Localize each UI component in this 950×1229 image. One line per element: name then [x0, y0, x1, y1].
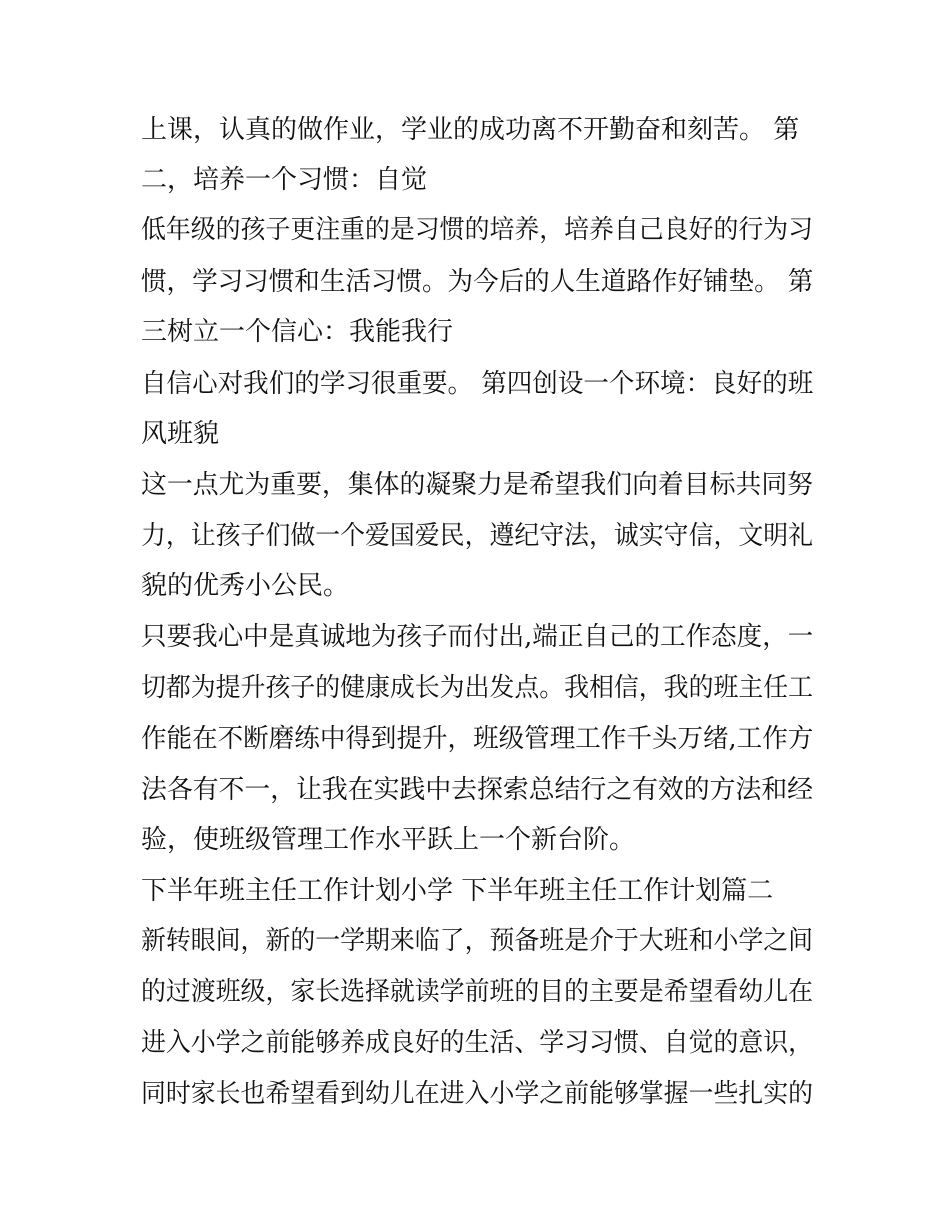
text-line: 风班貌	[141, 419, 220, 449]
text-line: 同时家长也希望看到幼儿在进入小学之前能够掌握一些扎实的	[141, 1079, 814, 1109]
text-line: 进入小学之前能够养成良好的生活、学习习惯、自觉的意识，	[141, 1028, 814, 1058]
text-line: 新转眼间，新的一学期来临了，预备班是介于大班和小学之间	[141, 926, 814, 956]
text-line: 上课，认真的做作业，学业的成功离不开勤奋和刻苦。 第	[141, 115, 800, 145]
section-heading: 下半年班主任工作计划小学 下半年班主任工作计划篇二	[141, 876, 774, 906]
text-line: 低年级的孩子更注重的是习惯的培养，培养自己良好的行为习	[141, 215, 814, 245]
text-line: 作能在不断磨练中得到提升，班级管理工作千头万绪,工作方	[141, 724, 814, 754]
text-line: 惯，学习习惯和生活习惯。为今后的人生道路作好铺垫。 第	[141, 267, 814, 297]
text-line: 法各有不一，让我在实践中去探索总结行之有效的方法和经	[141, 775, 814, 805]
text-line: 这一点尤为重要，集体的凝聚力是希望我们向着目标共同努	[141, 470, 814, 500]
text-line: 貌的优秀小公民。	[141, 571, 350, 601]
text-line: 切都为提升孩子的健康成长为出发点。我相信，我的班主任工	[141, 673, 814, 703]
text-line: 三树立一个信心：我能我行	[141, 317, 454, 347]
text-line: 力，让孩子们做一个爱国爱民，遵纪守法，诚实守信，文明礼	[141, 521, 814, 551]
text-line: 只要我心中是真诚地为孩子而付出,端正自己的工作态度，一	[141, 622, 814, 652]
text-line: 二，培养一个习惯：自觉	[141, 165, 428, 195]
text-line: 验，使班级管理工作水平跃上一个新台阶。	[141, 825, 636, 855]
text-line: 自信心对我们的学习很重要。 第四创设一个环境：良好的班	[141, 369, 814, 399]
text-line: 的过渡班级，家长选择就读学前班的目的主要是希望看幼儿在	[141, 977, 814, 1007]
